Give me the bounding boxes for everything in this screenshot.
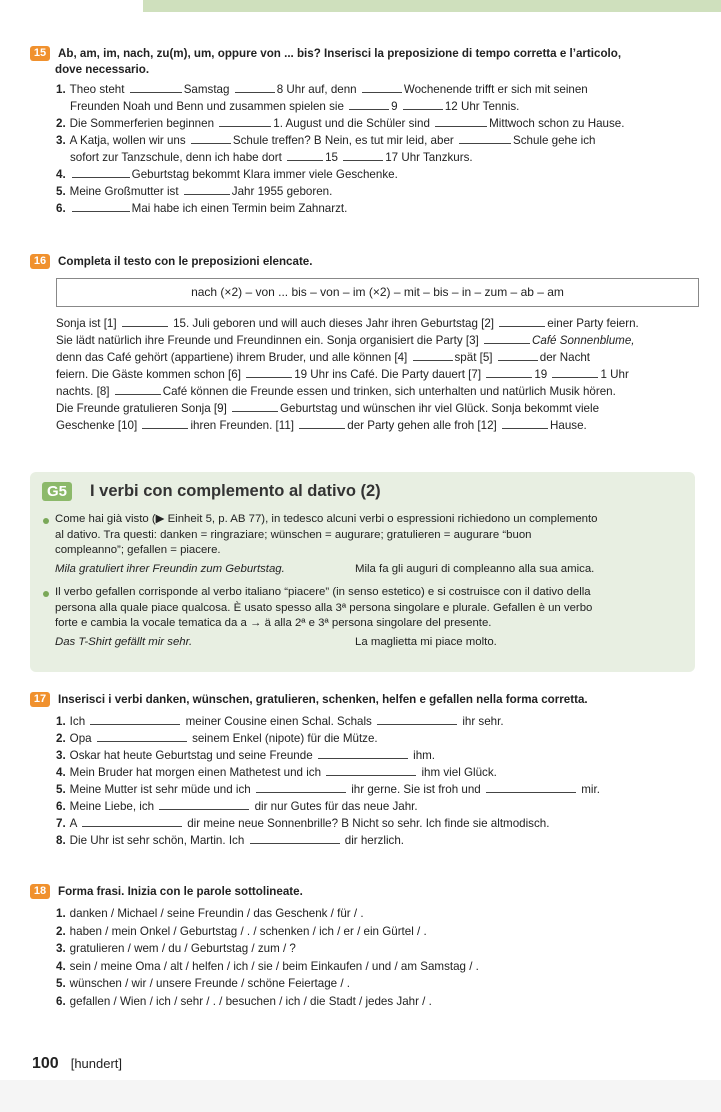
blank[interactable]: [142, 417, 188, 429]
exercise-15: [30, 46, 700, 217]
page-bottom: [0, 1080, 721, 1112]
blank[interactable]: [115, 383, 161, 395]
blank[interactable]: [235, 81, 275, 93]
blank[interactable]: [72, 200, 130, 212]
blank[interactable]: [232, 400, 278, 412]
blank[interactable]: [362, 81, 402, 93]
list-item: 3. gratulieren / wem / du / Geburtstag / zum / ?: [56, 942, 296, 955]
exercise-number: 17: [30, 692, 50, 707]
blank[interactable]: [498, 349, 538, 361]
list-item: 6. gefallen / Wien / ich / sehr / . / besuchen / ich / die Stadt / jedes Jahr / .: [56, 994, 432, 1008]
list-item: 6. Mai habe ich einen Termin beim Zahnarzt.: [56, 202, 348, 215]
exercise-18: [30, 884, 700, 1010]
grammar-example: Das T-Shirt gefällt mir sehr. La maglietta mi piace molto.: [55, 635, 497, 648]
blank[interactable]: [97, 730, 187, 742]
top-strip-green: [143, 0, 721, 12]
blank[interactable]: [484, 332, 530, 344]
list-item: 1. Theo steht Samstag 8 Uhr auf, denn Wochenende trifft er sich mit seinen: [56, 83, 588, 96]
page-number: 100: [32, 1055, 59, 1072]
blank[interactable]: [326, 764, 416, 776]
blank[interactable]: [191, 132, 231, 144]
blank[interactable]: [256, 781, 346, 793]
list-item: 2. Die Sommerferien beginnen 1. August und die Schüler sind Mittwoch schon zu Hause.: [56, 117, 625, 130]
list-item: 5. wünschen / wir / unsere Freunde / schöne Feiertage / .: [56, 977, 350, 990]
blank[interactable]: [72, 166, 130, 178]
blank[interactable]: [130, 81, 182, 93]
blank[interactable]: [413, 349, 453, 361]
blank[interactable]: [90, 713, 180, 725]
list-item: 7. A dir meine neue Sonnenbrille? B Nicht so sehr. Ich finde sie altmodisch.: [56, 817, 550, 830]
blank[interactable]: [349, 98, 389, 110]
blank[interactable]: [435, 115, 487, 127]
list-item: 6. Meine Liebe, ich dir nur Gutes für das neue Jahr.: [56, 800, 418, 813]
list-item: 2. Opa seinem Enkel (nipote) für die Mütze.: [56, 732, 378, 745]
exercise-instruction: Ab, am, im, nach, zu(m), um, oppure von ... bis? Inserisci la preposizione di tempo corretta e l’articolo,: [58, 47, 622, 60]
blank[interactable]: [403, 98, 443, 110]
grammar-paragraph: Come hai già visto (▶ Einheit 5, p. AB 77), in tedesco alcuni verbi o espressioni richiedono un complemento al dativo. Tra questi: danken = ringraziare; wünschen = augurare; gratulieren = augurare “buon compleanno”; gefallen = piacere.: [42, 512, 687, 559]
blank[interactable]: [486, 366, 532, 378]
list-item: 2. haben / mein Onkel / Geburtstag / . / schenken / ich / er / ein Gürtel / .: [56, 924, 427, 938]
blank[interactable]: [486, 781, 576, 793]
blank[interactable]: [343, 149, 383, 161]
top-strip-left: [0, 0, 143, 12]
blank[interactable]: [122, 315, 168, 327]
list-item: 1. Ich meiner Cousine einen Schal. Schals ihr sehr.: [56, 715, 504, 728]
gap-text: Sonja ist [1] 15. Juli geboren und will auch dieses Jahr ihren Geburtstag [2] einer Party feiern. Sie lädt natürlich ihre Freunde und Freundinnen ein. Sonja organisiert die Party [3] Café Sonnenblume, denn das Café gehört (appartiene) ihrem Bruder, und alle können [4] spät [5] der Nacht feiern. Die Gäste kommen schon [6] 19 Uhr ins Café. Die Party dauert [7] 19 1 Uhr nachts. [8] Café können die Freunde essen und trinken, sich unterhalten und natürlich Musik hören. Die Freunde gratulieren Sonja [9] Geburtstag und wünschen ihr viel Glück. Sonja bekommt viele Geschenke [10] ihren Freunden. [11] der Party gehen alle froh [12] Hause.: [56, 317, 639, 432]
grammar-example: Mila gratuliert ihrer Freundin zum Geburtstag. Mila fa gli auguri di compleanno alla sua amica.: [55, 562, 595, 575]
page-number-word: [hundert]: [70, 1056, 123, 1071]
grammar-title: I verbi con complemento al dativo (2): [90, 482, 381, 500]
blank[interactable]: [502, 417, 548, 429]
blank[interactable]: [219, 115, 271, 127]
list-item: 4. Mein Bruder hat morgen einen Mathetest und ich ihm viel Glück.: [56, 766, 497, 779]
blank[interactable]: [82, 815, 182, 827]
list-item: 5. Meine Mutter ist sehr müde und ich ihr gerne. Sie ist froh und mir.: [56, 783, 600, 796]
blank[interactable]: [159, 798, 249, 810]
exercise-instruction: Forma frasi. Inizia con le parole sottolineate.: [58, 885, 303, 898]
exercise-number: 16: [30, 254, 50, 269]
page-footer: [32, 1055, 122, 1073]
word-bank: nach (×2) – von ... bis – von – im (×2) – mit – bis – in – zum – ab – am: [56, 278, 699, 307]
exercise-instruction: Completa il testo con le preposizioni elencate.: [58, 255, 313, 268]
list-item: 4. Geburtstag bekommt Klara immer viele Geschenke.: [56, 168, 398, 181]
grammar-paragraph: Il verbo gefallen corrisponde al verbo italiano “piacere” (in senso estetico) e si costruisce con il dativo della persona alla quale piace qualcosa. È usato spesso alla 3ª persona singolare e plurale. Gefallen è un verbo forte e cambia la vocale tematica da a → ä alla 2ª e 3ª persona singolare del presente.: [42, 585, 687, 632]
exercise-instruction: Inserisci i verbi danken, wünschen, gratulieren, schenken, helfen e gefallen nella forma corretta.: [58, 693, 588, 706]
list-item: Freunden Noah und Benn und zusammen spielen sie 9 12 Uhr Tennis.: [70, 100, 520, 113]
blank[interactable]: [318, 747, 408, 759]
list-item: 1. danken / Michael / seine Freundin / das Geschenk / für / .: [56, 907, 364, 920]
grammar-box: [30, 472, 695, 672]
list-item: 8. Die Uhr ist sehr schön, Martin. Ich dir herzlich.: [56, 834, 405, 847]
blank[interactable]: [459, 132, 511, 144]
list-item: 3. A Katja, wollen wir uns Schule treffen? B Nein, es tut mir leid, aber Schule gehe ich: [56, 134, 596, 147]
list-item: sofort zur Tanzschule, denn ich habe dort 15 17 Uhr Tanzkurs.: [70, 151, 473, 164]
blank[interactable]: [287, 149, 323, 161]
exercise-instruction-cont: dove necessario.: [55, 63, 150, 76]
blank[interactable]: [499, 315, 545, 327]
blank[interactable]: [246, 366, 292, 378]
exercise-17: [30, 692, 700, 849]
blank[interactable]: [184, 183, 230, 195]
exercise-number: 15: [30, 46, 50, 61]
exercise-number: 18: [30, 884, 50, 899]
exercise-16: [30, 254, 700, 434]
list-item: 3. Oskar hat heute Geburtstag und seine Freunde ihm.: [56, 749, 436, 762]
blank[interactable]: [552, 366, 598, 378]
list-item: 4. sein / meine Oma / alt / helfen / ich / sie / beim Einkaufen / und / am Samstag / .: [56, 959, 479, 973]
list-item: 5. Meine Großmutter ist Jahr 1955 geboren.: [56, 185, 333, 198]
blank[interactable]: [377, 713, 457, 725]
blank[interactable]: [299, 417, 345, 429]
blank[interactable]: [250, 832, 340, 844]
grammar-badge: G5: [42, 482, 72, 501]
